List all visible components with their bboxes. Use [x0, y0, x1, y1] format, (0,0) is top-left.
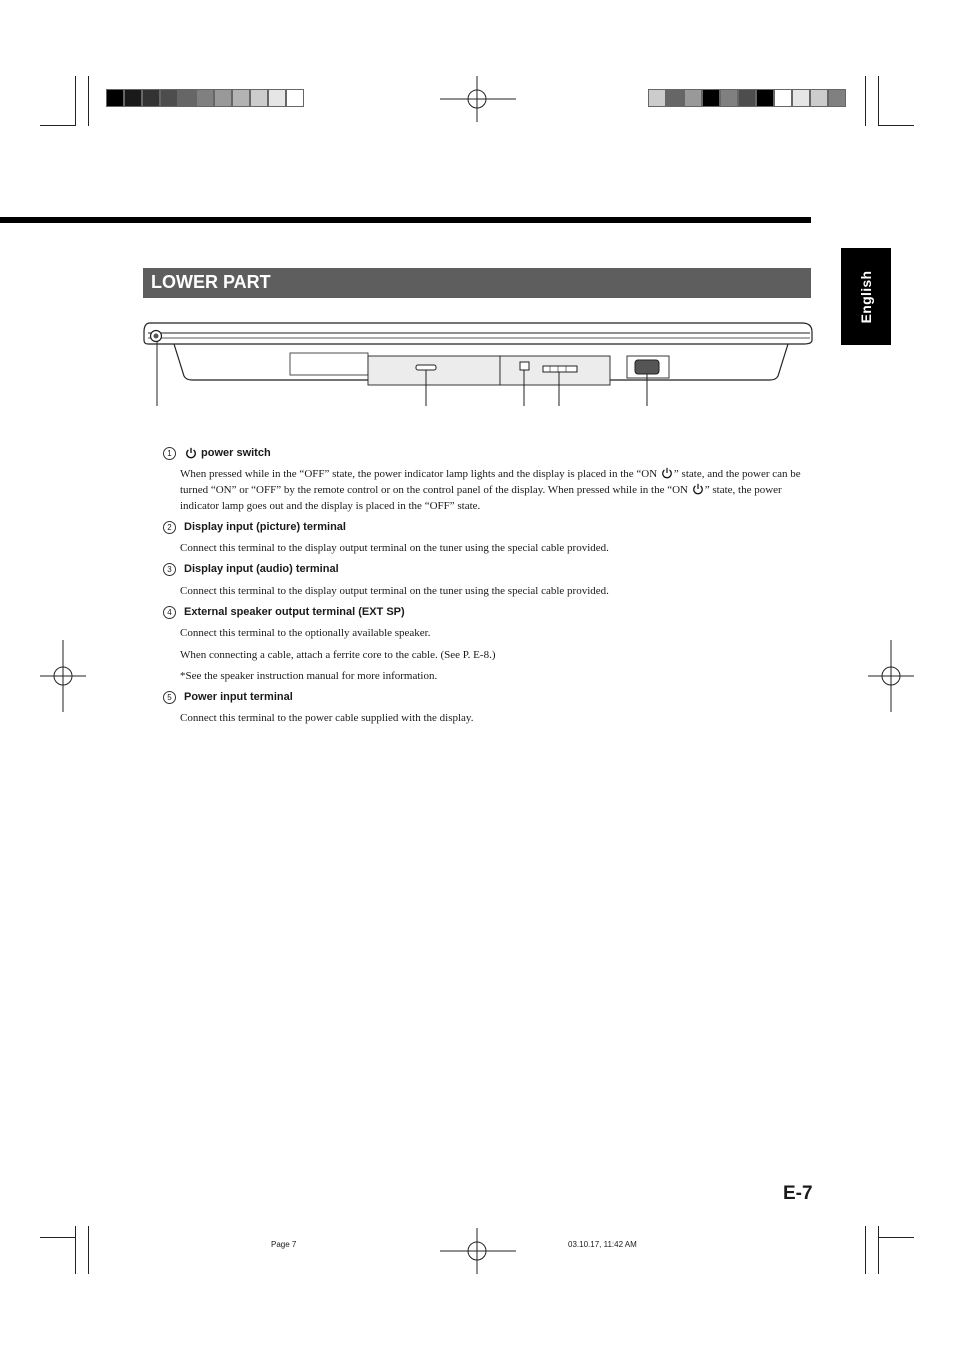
item-display-input-audio	[160, 561, 820, 577]
section-title: LOWER PART	[151, 272, 271, 292]
power-input-icon	[635, 360, 659, 374]
color-swatch	[178, 89, 196, 107]
color-bar-right	[648, 89, 846, 107]
color-bar-left	[106, 89, 304, 107]
color-swatch	[106, 89, 124, 107]
item-number: 3	[163, 563, 176, 576]
item-number: 5	[163, 691, 176, 704]
power-icon	[184, 447, 198, 459]
description-text: ” state, and the power can be turned “ON” or “OFF” by the remote control or on the control panel of the display. When pressed while in the “ON	[180, 468, 801, 496]
picture-terminal-icon	[416, 365, 436, 370]
color-swatch	[810, 89, 828, 107]
color-swatch	[268, 89, 286, 107]
color-swatch	[124, 89, 142, 107]
color-swatch	[214, 89, 232, 107]
item-title: Display input (picture) terminal	[184, 521, 346, 533]
color-swatch	[232, 89, 250, 107]
item-title: External speaker output terminal (EXT SP)	[184, 606, 405, 618]
item-number: 2	[163, 521, 176, 534]
item-power-input	[160, 689, 820, 705]
item-description: Connect this terminal to the power cable supplied with the display.	[180, 712, 474, 724]
color-swatch	[720, 89, 738, 107]
color-swatch	[160, 89, 178, 107]
registration-target-bottom	[440, 1228, 516, 1274]
language-tab	[841, 248, 891, 345]
item-description	[180, 466, 812, 514]
item-number: 4	[163, 606, 176, 619]
item-number: 1	[163, 447, 176, 460]
power-icon	[660, 467, 674, 479]
ext-sp-terminal-icon	[543, 366, 577, 372]
color-swatch	[142, 89, 160, 107]
item-external-speaker-output	[160, 604, 820, 620]
item-description: When connecting a cable, attach a ferrite core to the cable. (See P. E-8.)	[180, 649, 496, 661]
item-power-switch	[160, 445, 820, 461]
item-title: power switch	[201, 447, 271, 459]
color-swatch	[756, 89, 774, 107]
lower-part-diagram	[140, 318, 820, 410]
power-icon	[691, 483, 705, 495]
language-tab-label: English	[858, 270, 874, 323]
color-swatch	[702, 89, 720, 107]
description-text: When pressed while in the “OFF” state, the power indicator lamp lights and the display is placed in the “ON	[180, 468, 660, 480]
item-description: Connect this terminal to the display output terminal on the tuner using the special cable provided.	[180, 585, 609, 597]
footer-page-label: Page 7	[271, 1240, 297, 1249]
top-rule	[0, 217, 811, 223]
item-display-input-picture	[160, 519, 820, 535]
color-swatch	[196, 89, 214, 107]
registration-target-top	[440, 76, 516, 122]
color-swatch	[774, 89, 792, 107]
section-header	[143, 268, 811, 298]
color-swatch	[666, 89, 684, 107]
color-swatch	[828, 89, 846, 107]
item-title: Display input (audio) terminal	[184, 563, 339, 575]
color-swatch	[738, 89, 756, 107]
color-swatch	[684, 89, 702, 107]
registration-target-right	[868, 640, 914, 712]
footer-timestamp: 03.10.17, 11:42 AM	[568, 1240, 637, 1249]
item-description: Connect this terminal to the optionally available speaker.	[180, 627, 431, 639]
page-number: E-7	[783, 1183, 813, 1204]
color-swatch	[250, 89, 268, 107]
color-swatch	[648, 89, 666, 107]
registration-target-left	[40, 640, 86, 712]
color-swatch	[286, 89, 304, 107]
color-swatch	[792, 89, 810, 107]
item-description: Connect this terminal to the display output terminal on the tuner using the special cable provided.	[180, 542, 609, 554]
item-title: Power input terminal	[184, 691, 293, 703]
audio-terminal-icon	[520, 362, 529, 370]
description-text: ” state, the power indicator lamp goes out and the display is placed in the “OFF” state.	[180, 484, 782, 512]
item-note: *See the speaker instruction manual for more information.	[180, 670, 438, 682]
